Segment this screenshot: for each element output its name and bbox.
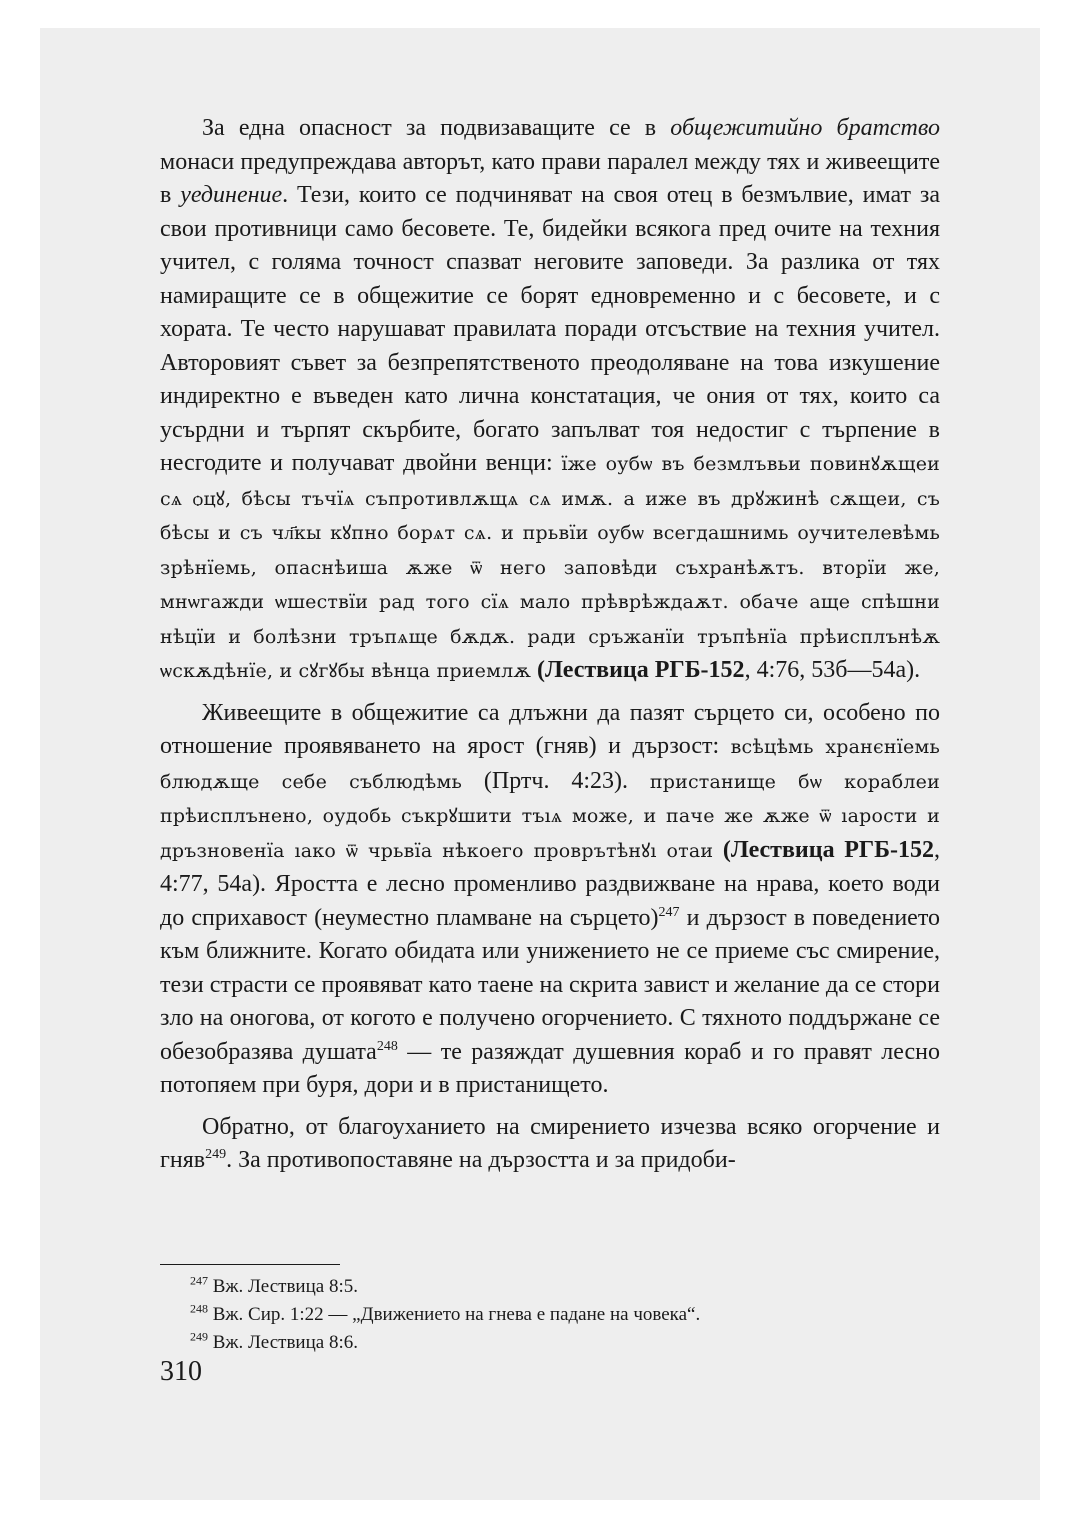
footnote-divider	[160, 1264, 340, 1265]
paragraph-2	[160, 697, 940, 1103]
p2-text-1: Живеещите в общежитие са длъжни да пазят сърцето си, особено по отношение проявяването на ярост (гняв) и дързост:	[160, 699, 940, 759]
p3-text-2: . За противопоставяне на дързостта и за придоби-	[226, 1147, 736, 1173]
footnotes	[160, 1273, 940, 1357]
p2-church-slavonic-quote-1: всѣцѣмь хранєнїемь блюдѫще себе съблюдѣмь	[160, 736, 940, 793]
footnote-ref-247[interactable]: 247	[658, 904, 680, 920]
paragraph-3	[160, 1111, 940, 1178]
p1-italic-term-1: общежитийно братство	[670, 115, 940, 141]
paragraph-1	[160, 112, 940, 689]
footnote-248	[160, 1301, 940, 1329]
footnote-ref-248[interactable]: 248	[376, 1038, 398, 1054]
footnote-ref-249[interactable]: 249	[205, 1147, 227, 1162]
p2-church-slavonic-quote-2: пристанище бѡ кораблеи прѣисплънено, оудобь съкрꙋшити тъıѧ може, и паче же ѫже ѿ ıарости и дръзновенїа ıако ѿ чрьвїа нѣкоего проврътѣнꙋı отаи	[160, 770, 940, 862]
p1-text-1: За една опасност за подвизаващите се в	[202, 115, 671, 141]
footnote-247	[160, 1273, 940, 1301]
p2-source-reference: (Лествица РГБ-152	[722, 836, 934, 863]
p1-source-reference: (Лествица РГБ-152	[537, 657, 745, 683]
p1-italic-term-2: уединение	[180, 182, 283, 208]
p1-text-2: монаси предупреждава авторът, като прави паралел между тях и живеещите в	[160, 148, 940, 208]
footnote-number: 248	[190, 1301, 208, 1316]
p2-text-5: — те разяждат душевния кораб и го правят лесно потопяем при буря, дори и в пристанището.	[160, 1038, 941, 1098]
footnote-text: Вж. Лествица 8:5.	[208, 1276, 358, 1297]
p1-text-3: . Тези, които се подчиняват на своя отец в безмълвие, имат за свои противници само бесовете. Те, бидейки всякога пред очите на техния учител, с голяма точност спазват неговите заповеди. За разлика от тях намиращите се в общежитие се борят едновременно и с бесовете, и с хората. Те често нарушават правилата поради отсъствие на техния учител. Авторовият съвет за безпрепятственото преодоляване на това изкушение индиректно е въведен като лична констатация, че ония от тях, които са усърдни и търпят скърбите, богато запълват тоя недостиг с търпение в несгодите и получават двойни венци:	[160, 182, 940, 476]
p2-text-2: (Пртч. 4:23).	[462, 767, 650, 794]
main-text	[160, 112, 940, 1178]
p2-text-3: , 4:77, 54а). Яростта е лесно променливо раздвижване на нрава, което води до сприхавост (неуместно пламване на сърцето)	[160, 836, 940, 931]
footnote-text: Вж. Сир. 1:22 — „Движението на гнева е падане на човека“.	[208, 1304, 701, 1325]
p1-reference-tail: , 4:76, 53б—54а).	[744, 657, 921, 683]
p1-church-slavonic-quote: їже оубѡ въ безмлъвьи повинꙋѫщеи сѧ ѻцꙋ, бѣсы тъчїѧ съпротивлѫщѧ сѧ имѫ. а иже въ дрꙋжинѣ сѫщеи, съ бѣсы и съ чл҃кы кꙋпно борѧт сѧ. и прьвїи оубѡ всегдашнимь оучителевѣмь зрѣнїемь, опаснѣиша ѫже ѿ него заповѣди съхранѣѫтъ. вторїи же, мнѡгажди ѡшествїи рад того сїѧ мало прѣврѣждаѫт. обаче аще спѣшни нѣцїи и болѣзни тръпѧще бѫдѫ. ради сръжанїи тръпѣнїа прѣисплънѣѫ ѡскѫдѣнїе, и сꙋгꙋбы вѣнца приемлѫ	[160, 453, 940, 682]
footnote-number: 249	[190, 1329, 208, 1344]
footnote-249	[160, 1329, 940, 1357]
p2-text-4: и дързост в поведението към ближните. Когато обидата или унижението не се приеме със смирение, тези страсти се проявяват като таене на скрита завист и желание да се стори зло на оногова, от когото е получено огорчението. С тяхното поддържане се обезобразява душата	[160, 904, 940, 1065]
page-number: 310	[160, 1356, 202, 1387]
footnote-text: Вж. Лествица 8:6.	[208, 1332, 358, 1353]
footnote-number: 247	[190, 1273, 208, 1288]
p3-text-1: Обратно, от благоуханието на смирението изчезва всяко огорчение и гняв	[160, 1113, 940, 1173]
